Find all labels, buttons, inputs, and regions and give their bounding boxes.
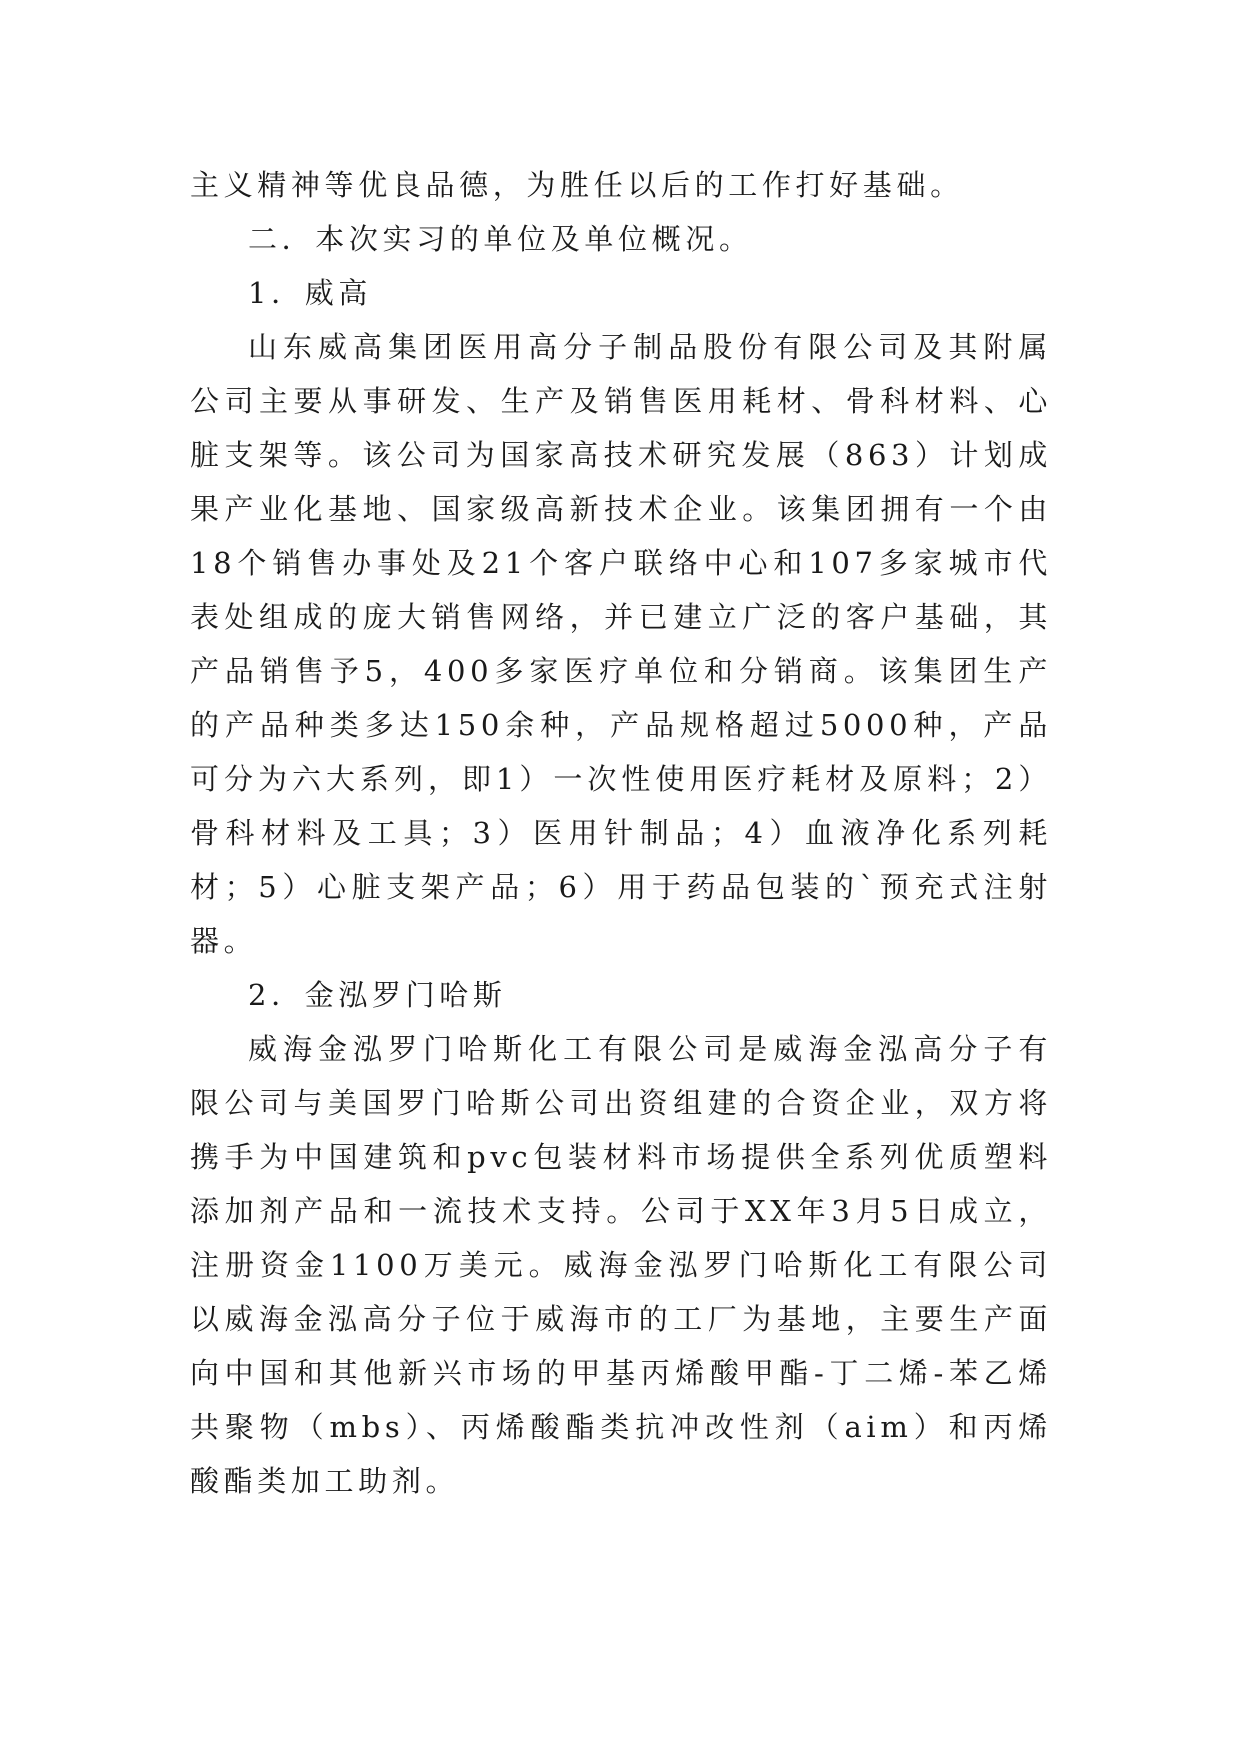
paragraph-continuation: 主义精神等优良品德，为胜任以后的工作打好基础。 bbox=[190, 168, 964, 202]
subheading-weigao: 1．威高 bbox=[248, 276, 373, 310]
paragraph-jinhong-overview: 威海金泓罗门哈斯化工有限公司是威海金泓高分子有限公司与美国罗门哈斯公司出资组建的合资企业，双方将携手为中国建筑和pvc包装材料市场提供全系列优质塑料添加剂产品和一流技术支持。公司于XX年3月5日成立，注册资金1100万美元。威海金泓罗门哈斯化工有限公司以威海金泓高分子位于威海市的工厂为基地，主要生产面向中国和其他新兴市场的甲基丙烯酸甲酯-丁二烯-苯乙烯共聚物（mbs）、丙烯酸酯类抗冲改性剂（aim）和丙烯酸酯类加工助剂。 bbox=[190, 1032, 1052, 1498]
subheading-jinhong-rohm-haas: 2．金泓罗门哈斯 bbox=[248, 978, 507, 1012]
paragraph-weigao-overview: 山东威高集团医用高分子制品股份有限公司及其附属公司主要从事研发、生产及销售医用耗材、骨科材料、心脏支架等。该公司为国家高技术研究发展（863）计划成果产业化基地、国家级高新技术企业。该集团拥有一个由18个销售办事处及21个客户联络中心和107多家城市代表处组成的庞大销售网络，并已建立广泛的客户基础，其产品销售予5，400多家医疗单位和分销商。该集团生产的产品种类多达150余种，产品规格超过5000种，产品可分为六大系列，即1）一次性使用医疗耗材及原料；2）骨科材料及工具；3）医用针制品；4）血液净化系列耗材；5）心脏支架产品；6）用于药品包装的`预充式注射器。 bbox=[190, 330, 1052, 958]
section-heading-units: 二．本次实习的单位及单位概况。 bbox=[248, 222, 753, 256]
document-body bbox=[190, 158, 1052, 1508]
